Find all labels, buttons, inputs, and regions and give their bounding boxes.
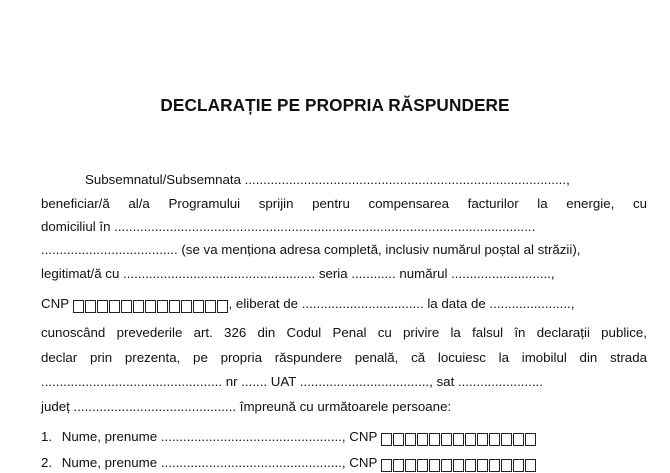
cnp-digit-box[interactable] [145, 300, 156, 313]
cnp-digit-box[interactable] [429, 433, 440, 446]
cnp-boxes[interactable] [73, 298, 229, 314]
cnp-eliberat-text: , eliberat de ................................. la data de ......................, [228, 296, 575, 311]
cnp-digit-box[interactable] [381, 459, 392, 472]
cnp-digit-box[interactable] [489, 459, 500, 472]
cnp-digit-box[interactable] [501, 433, 512, 446]
cnp-digit-box[interactable] [157, 300, 168, 313]
person-row-2 [41, 455, 647, 473]
cnp-digit-box[interactable] [205, 300, 216, 313]
cnp-digit-box[interactable] [109, 300, 120, 313]
cnp-digit-box[interactable] [513, 459, 524, 472]
cnp-digit-box[interactable] [477, 459, 488, 472]
cnp-digit-box[interactable] [169, 300, 180, 313]
cnp-digit-box[interactable] [97, 300, 108, 313]
person-number: 1. [41, 429, 53, 444]
line-cunoscand: cunoscând prevederile art. 326 din Codul Penal cu privire la falsul în declarații publice, [41, 325, 647, 340]
cnp-digit-box[interactable] [465, 433, 476, 446]
cnp-digit-box[interactable] [441, 459, 452, 472]
cnp-digit-box[interactable] [381, 433, 392, 446]
person-cnp-boxes[interactable] [381, 457, 537, 473]
cnp-digit-box[interactable] [453, 433, 464, 446]
cnp-digit-box[interactable] [513, 433, 524, 446]
line-domiciliul: domiciliul în .................................................................................................................. [41, 219, 536, 234]
line-strada: ................................................. nr ....... UAT ..................................., sat ....................... [41, 374, 543, 389]
cnp-digit-box[interactable] [73, 300, 84, 313]
document-title: DECLARAȚIE PE PROPRIA RĂSPUNDERE [160, 95, 510, 115]
cnp-digit-box[interactable] [465, 459, 476, 472]
person-row-1 [41, 429, 647, 447]
person-text: Nume, prenume ................................................., CNP [61, 429, 378, 444]
cnp-digit-box[interactable] [429, 459, 440, 472]
cnp-label: CNP [41, 296, 69, 311]
cnp-digit-box[interactable] [489, 433, 500, 446]
person-text: Nume, prenume ................................................., CNP [61, 455, 378, 470]
cnp-digit-box[interactable] [217, 300, 228, 313]
person-cnp-boxes[interactable] [381, 431, 537, 447]
cnp-digit-box[interactable] [453, 459, 464, 472]
cnp-digit-box[interactable] [181, 300, 192, 313]
cnp-digit-box[interactable] [405, 433, 416, 446]
cnp-digit-box[interactable] [393, 433, 404, 446]
cnp-digit-box[interactable] [133, 300, 144, 313]
line-legitimat: legitimat/ă cu .................................................... seria ............ numărul ..........................., [41, 266, 555, 281]
cnp-digit-box[interactable] [501, 459, 512, 472]
cnp-digit-box[interactable] [121, 300, 132, 313]
line-declar: declar prin prezenta, pe propria răspundere penală, că locuiesc la imobilul din strada [41, 350, 647, 365]
line-beneficiar: beneficiar/ă al/a Programului sprijin pentru compensarea facturilor la energie, cu [41, 196, 647, 211]
cnp-digit-box[interactable] [417, 459, 428, 472]
cnp-digit-box[interactable] [193, 300, 204, 313]
line-adresa: ..................................... (se va menționa adresa completă, inclusiv numărul poștal al străzii), [41, 242, 581, 257]
person-number: 2. [41, 455, 53, 470]
line-judet: județ ............................................ împreună cu următoarele persoane: [41, 399, 452, 414]
cnp-digit-box[interactable] [525, 459, 536, 472]
cnp-digit-box[interactable] [85, 300, 96, 313]
cnp-digit-box[interactable] [417, 433, 428, 446]
line-subsemnatul: Subsemnatul/Subsemnata ......................................................................................., [85, 172, 570, 187]
cnp-digit-box[interactable] [441, 433, 452, 446]
cnp-digit-box[interactable] [393, 459, 404, 472]
cnp-digit-box[interactable] [477, 433, 488, 446]
cnp-digit-box[interactable] [525, 433, 536, 446]
cnp-digit-box[interactable] [405, 459, 416, 472]
line-cnp [41, 296, 647, 314]
